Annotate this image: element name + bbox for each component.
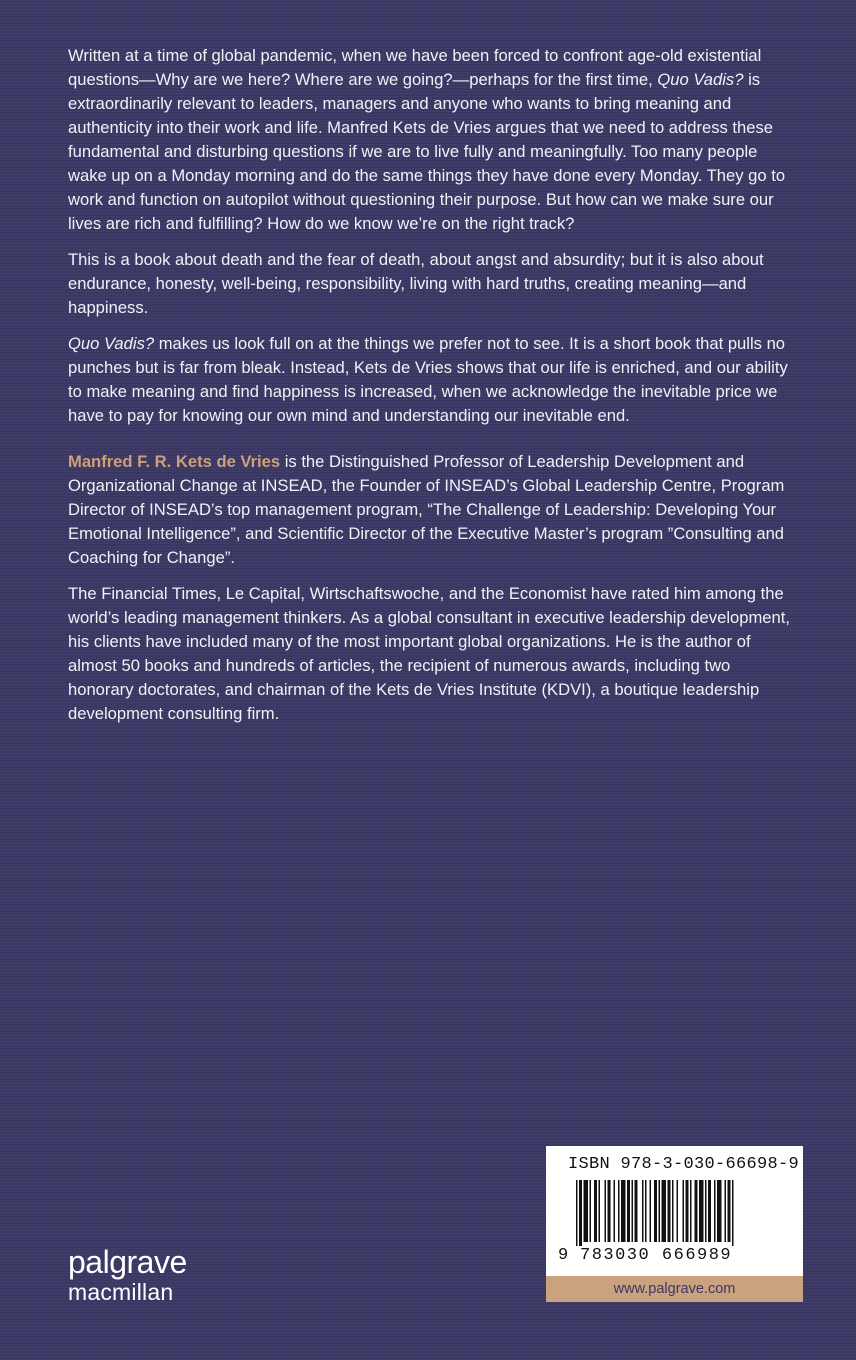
barcode-bar xyxy=(725,1180,727,1242)
barcode-bar xyxy=(732,1180,734,1246)
barcode-digits-rest: 783030 666989 xyxy=(580,1246,733,1265)
barcode-bar xyxy=(584,1180,589,1242)
palgrave-macmillan-logo xyxy=(68,1246,187,1306)
author-bio-paragraph-1: Manfred F. R. Kets de Vries is the Distinguished Professor of Leadership Development and Organizational Change at INSEAD, the Founder of INSEAD’s Global Leadership Centre, Program Director of INSEAD’s top management program, “The Challenge of Leadership: Developing Your Emotional Intelligence”, and Scientific Director of the Executive Master’s program ”Consulting and Coaching for Change”. xyxy=(68,452,785,567)
barcode-image xyxy=(576,1180,788,1246)
barcode-bar xyxy=(642,1180,644,1242)
blurb-paragraph-1: Written at a time of global pandemic, when we have been forced to confront age-old existential questions—Why are we here? Where are we going?—perhaps for the first time, Quo Vadis? is extraordinarily relevant to leaders, managers and anyone who wants to bring meaning and authenticity into their work and life. Manfred Kets de Vries argues that we need to address these fundamental and disturbing questions if we are to live fully and meaningfully. Too many people wake up on a Monday morning and do the same things they have done every Monday. They go to work and function on autopilot without questioning their purpose. But how can we make sure our lives are rich and fulfilling? How do we know we’re on the right track? xyxy=(68,46,786,233)
barcode-bar xyxy=(635,1180,638,1242)
barcode-bar xyxy=(683,1180,685,1242)
barcode-bar xyxy=(614,1180,616,1242)
barcode-bar xyxy=(686,1180,689,1242)
blurb-paragraph-2: This is a book about death and the fear of death, about angst and absurdity; but it is also about endurance, honesty, well-being, responsibility, living with hard truths, creating meaning—and happiness. xyxy=(68,250,764,317)
barcode-bar xyxy=(659,1180,661,1242)
barcode-bar xyxy=(605,1180,607,1242)
barcode-bar xyxy=(695,1180,698,1242)
barcode-bar xyxy=(699,1180,704,1242)
barcode-bar xyxy=(590,1180,592,1242)
barcode-bar xyxy=(672,1180,674,1242)
author-bio-paragraph-2: The Financial Times, Le Capital, Wirtschaftswoche, and the Economist have rated him among the world’s leading management thinkers. As a global consultant in executive leadership development, his clients have included many of the most important global organizations. He is the author of almost 50 books and hundreds of articles, the recipient of numerous awards, including two honorary doctorates, and chairman of the Kets de Vries Institute (KDVI), a boutique leadership development consulting firm. xyxy=(68,584,790,723)
isbn-barcode-box xyxy=(546,1146,803,1276)
barcode-bar xyxy=(608,1180,611,1242)
barcode-bar xyxy=(708,1180,711,1242)
logo-line-2: macmillan xyxy=(68,1279,174,1305)
barcode-bar xyxy=(645,1180,647,1242)
book-title-quo-vadis: Quo Vadis? xyxy=(657,70,744,89)
barcode-bar xyxy=(714,1180,716,1242)
barcode-bar xyxy=(579,1180,582,1246)
barcode-bar xyxy=(650,1180,652,1242)
barcode-bar xyxy=(717,1180,722,1242)
barcode-bar xyxy=(627,1180,630,1242)
blurb-paragraph-3: Quo Vadis? makes us look full on at the things we prefer not to see. It is a short book that pulls no punches but is far from bleak. Instead, Kets de Vries shows that our life is enriched, and our ability to make meaning and find happiness is increased, when we acknowledge the inevitable price we have to pay for knowing our own mind and understanding our inevitable end. xyxy=(68,334,788,425)
publisher-website: www.palgrave.com xyxy=(546,1276,803,1302)
barcode-bar xyxy=(728,1180,731,1242)
barcode-bar xyxy=(668,1180,671,1242)
barcode-bar xyxy=(621,1180,626,1242)
barcode-bar xyxy=(594,1180,597,1242)
barcode-bar xyxy=(705,1180,707,1242)
barcode-bar xyxy=(576,1180,578,1246)
barcode-bar xyxy=(618,1180,620,1242)
barcode-bar xyxy=(690,1180,692,1242)
author-name: Manfred F. R. Kets de Vries xyxy=(68,452,281,471)
barcode-bar xyxy=(662,1180,667,1242)
barcode-bar xyxy=(677,1180,679,1242)
barcode-bar xyxy=(599,1180,601,1242)
barcode-digit-first: 9 xyxy=(558,1246,570,1265)
barcode-bar xyxy=(632,1180,634,1242)
isbn-label: ISBN 978-3-030-66698-9 xyxy=(568,1155,800,1174)
barcode-bar xyxy=(654,1180,657,1242)
logo-line-1: palgrave xyxy=(68,1244,187,1280)
back-cover-blurb xyxy=(68,44,798,738)
book-title-quo-vadis: Quo Vadis? xyxy=(68,334,155,353)
